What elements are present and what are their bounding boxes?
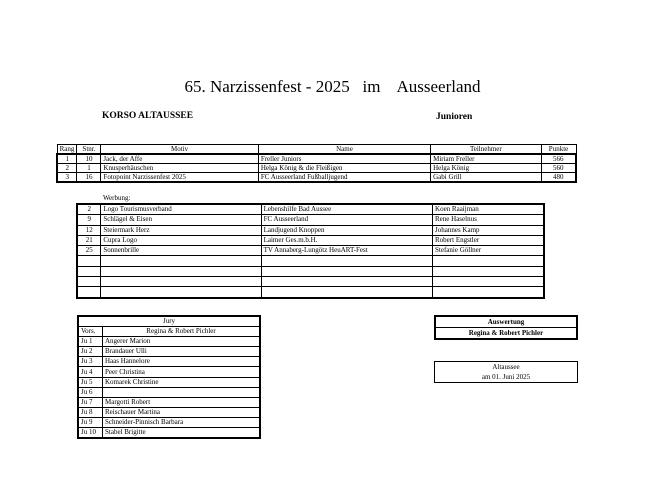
- table-row: [57, 164, 576, 173]
- stnr-cell: 16: [77, 173, 101, 183]
- motiv-cell: Schlägel & Eisen: [101, 215, 261, 225]
- jury-position: Ju 9: [78, 417, 103, 427]
- jury-member-row: [78, 387, 260, 397]
- table-row: [77, 235, 544, 245]
- page-title: 65. Narzissenfest - 2025 im Ausseerland: [184, 77, 481, 96]
- name-cell: FC Ausseerland Fußballjugend: [258, 173, 430, 183]
- jury-position: Ju 2: [78, 347, 103, 357]
- table-row: [77, 204, 544, 215]
- teilnehmer-cell: Robert Engstler: [433, 235, 544, 245]
- teilnehmer-cell: Gabi Grill: [431, 173, 541, 183]
- motiv-cell: [101, 277, 261, 287]
- table-row: [77, 287, 544, 298]
- jury-member-row: [78, 417, 260, 427]
- jury-member-name: Schneider-Pinnisch Barbara: [103, 417, 261, 427]
- motiv-cell: Logo Tourismusverband: [101, 204, 261, 215]
- teilnehmer-cell: Helga König: [431, 164, 541, 173]
- jury-position: Ju 5: [78, 377, 103, 387]
- auswertung-name: Regina & Robert Pichler: [435, 328, 577, 340]
- col-motiv: Motiv: [101, 145, 258, 155]
- jury-position: Ju 6: [78, 387, 103, 397]
- jury-vors-row: [78, 327, 260, 337]
- rang-cell: 1: [57, 154, 77, 164]
- name-cell: [261, 266, 432, 276]
- jury-position: Ju 7: [78, 397, 103, 407]
- name-cell: [261, 256, 432, 266]
- col-stnr: Stnr.: [77, 145, 101, 155]
- jury-member-row: [78, 397, 260, 407]
- jury-position: Ju 3: [78, 357, 103, 367]
- results-header-row: [57, 145, 576, 155]
- jury-member-name: Brandauer Ulli: [103, 347, 261, 357]
- vors-name: Regina & Robert Pichler: [103, 327, 261, 337]
- punkte-cell: 566: [541, 154, 576, 164]
- category-label: Junioren: [436, 112, 473, 122]
- jury-member-name: Komarek Christine: [103, 377, 261, 387]
- stnr-cell: 1: [77, 164, 101, 173]
- place-date-box: [434, 361, 578, 383]
- teilnehmer-cell: Rene Haselnus: [433, 215, 544, 225]
- col-rang: Rang: [57, 145, 77, 155]
- motiv-cell: Cupra Logo: [101, 235, 261, 245]
- jury-title-row: [78, 316, 260, 327]
- jury-table: [77, 315, 261, 439]
- table-row: [57, 173, 576, 183]
- jury-position: Ju 10: [78, 428, 103, 439]
- jury-member-row: [78, 347, 260, 357]
- stnr-cell: [77, 266, 101, 276]
- name-cell: [261, 277, 432, 287]
- name-cell: Lebenshilfe Bad Aussee: [261, 204, 432, 215]
- table-row: [77, 225, 544, 235]
- stnr-cell: 25: [77, 246, 101, 256]
- stnr-cell: [77, 256, 101, 266]
- motiv-cell: Steiermark Herz: [101, 225, 261, 235]
- stnr-cell: 12: [77, 225, 101, 235]
- rang-cell: 2: [57, 164, 77, 173]
- motiv-cell: [101, 256, 261, 266]
- punkte-cell: 480: [541, 173, 576, 183]
- name-cell: Landjugend Knoppen: [261, 225, 432, 235]
- punkte-cell: 560: [541, 164, 576, 173]
- werbung-table: [76, 203, 545, 299]
- table-row: [77, 246, 544, 256]
- motiv-cell: [101, 266, 261, 276]
- motiv-cell: Knusperhäuschen: [101, 164, 258, 173]
- jury-position: Ju 8: [78, 407, 103, 417]
- teilnehmer-cell: Johannes Kamp: [433, 225, 544, 235]
- auswertung-title: Auswertung: [435, 316, 577, 328]
- jury-member-name: Reischauer Martina: [103, 407, 261, 417]
- stnr-cell: [77, 287, 101, 298]
- table-row: [77, 266, 544, 276]
- jury-member-name: Haas Hannelore: [103, 357, 261, 367]
- korso-label: KORSO ALTAUSSEE: [102, 111, 194, 121]
- teilnehmer-cell: [433, 287, 544, 298]
- motiv-cell: Fotopoint Narzissenfest 2025: [101, 173, 258, 183]
- stnr-cell: 9: [77, 215, 101, 225]
- jury-position: Ju 4: [78, 367, 103, 377]
- teilnehmer-cell: Stefanie Göllner: [433, 246, 544, 256]
- stnr-cell: [77, 277, 101, 287]
- jury-member-name: Peer Christina: [103, 367, 261, 377]
- vors-label: Vors.: [78, 327, 103, 337]
- name-cell: Laimer Ges.m.b.H.: [261, 235, 432, 245]
- place-date: am 01. Juni 2025: [481, 372, 531, 381]
- jury-member-name: Angerer Marion: [103, 337, 261, 347]
- jury-member-name: [103, 387, 261, 397]
- name-cell: TV Annaberg-Lungötz HeuART-Fest: [261, 246, 432, 256]
- col-teilnehmer: Teilnehmer: [431, 145, 541, 155]
- table-row: [57, 154, 576, 164]
- jury-member-row: [78, 337, 260, 347]
- stnr-cell: 21: [77, 235, 101, 245]
- auswertung-box: [434, 315, 578, 340]
- teilnehmer-cell: Miriam Freller: [431, 154, 541, 164]
- motiv-cell: Jack, der Affe: [101, 154, 258, 164]
- name-cell: Freller Juniors: [258, 154, 430, 164]
- teilnehmer-cell: Koen Raaijman: [433, 204, 544, 215]
- col-punkte: Punkte: [541, 145, 576, 155]
- jury-member-row: [78, 407, 260, 417]
- jury-title: Jury: [78, 316, 260, 327]
- jury-member-name: Stabel Brigitte: [103, 428, 261, 439]
- results-table: [56, 144, 577, 183]
- name-cell: Helga König & die Fleißigen: [258, 164, 430, 173]
- jury-member-row: [78, 377, 260, 387]
- teilnehmer-cell: [433, 266, 544, 276]
- jury-member-name: Margotti Robert: [103, 397, 261, 407]
- teilnehmer-cell: [433, 256, 544, 266]
- name-cell: FC Ausseerland: [261, 215, 432, 225]
- werbung-label: Werbung:: [103, 194, 131, 202]
- teilnehmer-cell: [433, 277, 544, 287]
- name-cell: [261, 287, 432, 298]
- place-location: Altaussee: [492, 362, 520, 371]
- rang-cell: 3: [57, 173, 77, 183]
- jury-member-row: [78, 357, 260, 367]
- table-row: [77, 277, 544, 287]
- jury-member-row: [78, 428, 260, 439]
- stnr-cell: 10: [77, 154, 101, 164]
- table-row: [77, 256, 544, 266]
- jury-member-row: [78, 367, 260, 377]
- motiv-cell: Sonnenbrille: [101, 246, 261, 256]
- jury-position: Ju 1: [78, 337, 103, 347]
- col-name: Name: [258, 145, 430, 155]
- table-row: [77, 215, 544, 225]
- stnr-cell: 2: [77, 204, 101, 215]
- motiv-cell: [101, 287, 261, 298]
